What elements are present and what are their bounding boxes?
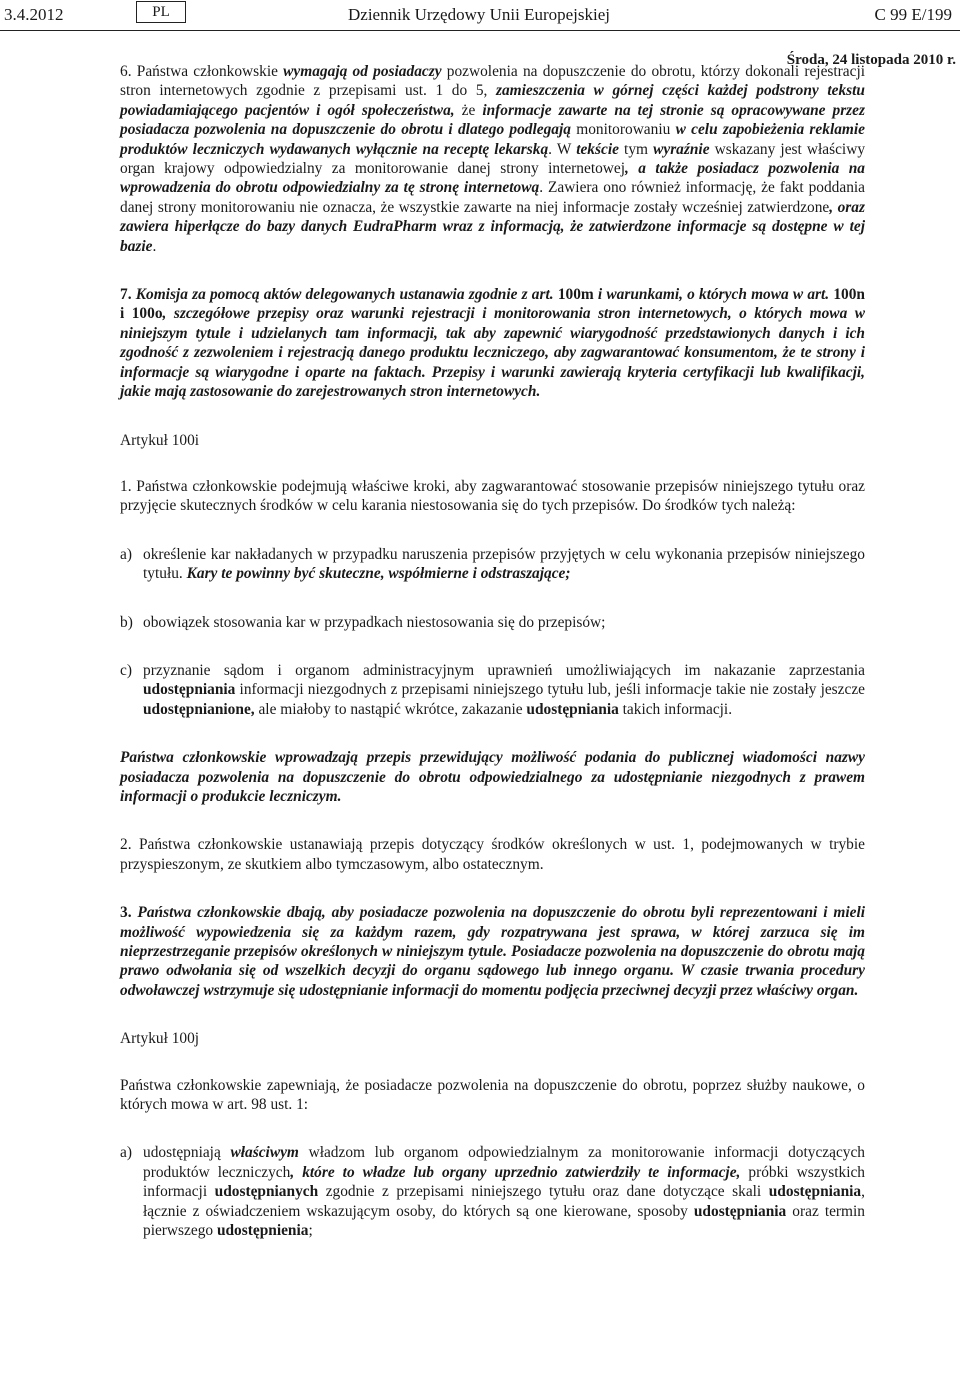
text-run: udostępniania (693, 1202, 787, 1220)
text-run: ale miałoby to nastąpić wkrótce, zakazanie (254, 700, 527, 718)
text-run: władzom lub organom odpowiedzialnym za monitorowanie informacji dotyczących produktów leczniczych (143, 1144, 866, 1181)
paragraph-p100j (120, 1076, 865, 1115)
list-item-p100i-1b (120, 613, 865, 632)
text-run: ; (308, 1222, 313, 1240)
publication-date: 3.4.2012 (4, 5, 64, 24)
text-run: 7. (120, 286, 136, 304)
text-run: i warunkami, o których mowa w art. (597, 286, 830, 304)
text-run: zamieszczenia w górnej części każdej podstrony tekstu powiadamiającego pacjentów i ogół społeczeństwa, (120, 82, 865, 119)
document-body (120, 62, 865, 1269)
text-run: . (152, 237, 157, 255)
article-heading-art100j (120, 1029, 865, 1048)
paragraph-p100i-pub (120, 748, 865, 806)
list-item-label: a) (120, 545, 132, 563)
text-run: próbki wszystkich informacji (143, 1163, 865, 1201)
text-run: Kary te powinny być skuteczne, współmierne i odstraszające; (186, 565, 571, 583)
text-run: Artykuł 100i (120, 431, 200, 449)
list-item-text (143, 545, 865, 584)
text-run: właściwym (230, 1144, 299, 1162)
journal-header (0, 0, 960, 30)
text-run: , oraz zawiera hiperłącze do bazy danych EudraPharm wraz z informacją, że zatwierdzone informacje są dostępne w tej bazie (120, 198, 865, 255)
text-run: udostępniania (768, 1183, 862, 1201)
list-item-label: b) (120, 613, 133, 631)
paragraph-p100i-2 (120, 835, 865, 874)
text-run: takich informacji. (618, 700, 733, 718)
text-run: udostępnianych (214, 1183, 319, 1201)
text-run: , które to władze lub organy uprzednio zatwierdziły te informacje, (290, 1163, 741, 1181)
text-run: 3. (120, 904, 138, 922)
text-run: określenie kar nakładanych w przypadku naruszenia przepisów przyjętych w celu wykonania przepisów niniejszego tytułu. (143, 545, 865, 583)
text-run: Państwa członkowskie zapewniają, że posiadacze pozwolenia na dopuszczenie do obrotu, poprzez służby naukowe, o których mowa w art. 98 ust. 1: (120, 1076, 865, 1114)
article-heading-art100i (120, 431, 865, 450)
text-run: . Zawiera ono również informację, że fakt poddania danej strony monitorowaniu nie oznacza, że wszystkie zawarte na niej informacje zostały wcześniej zatwierdzone (120, 179, 865, 216)
list-item-text (143, 661, 865, 719)
header-divider (0, 30, 960, 31)
paragraph-p6 (120, 62, 865, 256)
text-run: tym (618, 140, 654, 158)
text-run: pozwolenia na dopuszczenie do obrotu, którzy dokonali rejestracji stron internetowych zgodnie z przepisami ust. 1 do 5, (120, 63, 866, 100)
text-run: . W (548, 140, 577, 158)
journal-reference: C 99 E/199 (874, 5, 952, 24)
text-run: monitorowaniu (570, 121, 676, 139)
text-run: Państwa członkowskie wprowadzają przepis przewidujący możliwość podania do publicznej wiadomości nazwy posiadacza pozwolenia na dopuszczenie do obrotu odpowiedzialnego za udostępnianie niezgodnych z prawem informacji o produkcie leczniczym. (120, 749, 865, 805)
text-run: oraz termin pierwszego (143, 1202, 865, 1240)
text-run: udostępniają (143, 1144, 231, 1162)
text-run: wskazany jest właściwy organ krajowy odpowiedzialny za monitorowanie danej strony internetowej (120, 140, 866, 178)
text-run: 6. (120, 63, 137, 80)
text-run: udostępnianione, (143, 700, 255, 718)
list-item-text (143, 1143, 865, 1240)
text-run: przyznanie sądom i organom administracyjnym uprawnień umożliwiających im nakazanie zaprzestania (143, 661, 865, 679)
journal-title: Dziennik Urzędowy Unii Europejskiej (348, 5, 611, 24)
text-run: wymagają od posiadaczy (283, 63, 442, 80)
text-run: Komisja za pomocą aktów delegowanych ustanawia zgodnie z art. (135, 286, 554, 304)
text-run: Państwa członkowskie dbają, aby posiadacze pozwolenia na dopuszczenie do obrotu byli reprezentowani i mieli możliwość wypowiedzenia się za każdym razem, gdy rozpatrywana jest sprawa, w której zarzuca się im nieprzestrzeganie przepisów określonych w niniejszym tytule. Posiadacze pozwolenia na dopuszczenie do obrotu mają prawo odwołania się od wszelkich decyzji do organu sądowego lub innego organu. W czasie trwania procedury odwoławczej wstrzymuje się udostępnianie informacji do momentu podjęcia przeciwnej decyzji przez właściwy organ. (120, 904, 865, 999)
text-run: wyraźnie (653, 140, 710, 158)
list-item-p100j-a (120, 1143, 865, 1240)
list-item-text (143, 613, 865, 632)
text-run: w celu zapobieżenia reklamie produktów leczniczych wydawanych wyłącznie na receptę lekarską (120, 121, 865, 158)
text-run: 1. Państwa członkowskie podejmują właściwe kroki, aby zagwarantować stosowanie przepisów niniejszego tytułu oraz przyjęcie skutecznych środków w celu karania niestosowania się do tych przepisów. Do środków tych należą: (120, 477, 865, 515)
paragraph-p100i-3 (120, 903, 865, 1000)
text-run: Państwa członkowskie (136, 63, 284, 80)
list-item-label: a) (120, 1144, 132, 1162)
text-run: , łącznie z oświadczeniem wskazującym osoby, do których są one kierowane, sposoby (143, 1183, 865, 1220)
text-run: udostępniania (526, 700, 619, 718)
text-run: zgodnie z przepisami niniejszego tytułu oraz dane dotyczące skali (318, 1183, 769, 1201)
list-item-p100i-1a (120, 545, 865, 584)
language-badge: PL (136, 1, 186, 23)
list-item-p100i-1c (120, 661, 865, 719)
text-run: udostępniania (143, 681, 236, 699)
text-run: 100n i 100o (120, 286, 865, 323)
text-run: Artykuł 100j (120, 1030, 200, 1048)
paragraph-p100i-1 (120, 477, 865, 516)
text-run: tekście (576, 140, 619, 158)
paragraph-p7 (120, 285, 865, 401)
text-run: , a także posiadacz pozwolenia na wprowadzenia do obrotu odpowiedzialny za tę stronę internetową (120, 160, 865, 197)
text-run: obowiązek stosowania kar w przypadkach niestosowania się do przepisów; (143, 613, 606, 631)
list-item-label: c) (120, 661, 132, 679)
text-run: informacji niezgodnych z przepisami niniejszego tytułu lub, jeśli informacje takie nie zostały jeszcze (235, 681, 865, 699)
text-run: informacje zawarte na tej stronie są opracowywane przez posiadacza pozwolenia na dopuszczenie do obrotu i dlatego podlegają (120, 101, 865, 139)
text-run: 100m (553, 286, 598, 304)
sitting-date: Środa, 24 listopada 2010 r. (786, 52, 956, 68)
text-run: 2. Państwa członkowskie ustanawiają przepis dotyczący środków określonych w ust. 1, podejmowanych w trybie przyspieszonym, ze skutkiem albo tymczasowym, albo ostatecznym. (120, 836, 865, 873)
text-run: że (454, 101, 483, 119)
text-run: , szczegółowe przepisy oraz warunki rejestracji i monitorowania stron internetowych, o których mowa w niniejszym tytule i udzielanych tam informacji, tak aby zapewnić wiarygodność przedstawionych danych i ich zgodność z zezwoleniem i rejestracją danego produktu leczniczego, aby zagwarantować konsumentom, że te strony i informacje są wiarygodne i oparte na faktach. Przepisy i warunki zawierają kryteria certyfikacji lub kwalifikacji, jakie mają zastosowanie do zarejestrowanych stron internetowych. (120, 305, 865, 401)
text-run: udostępnienia (216, 1222, 309, 1240)
